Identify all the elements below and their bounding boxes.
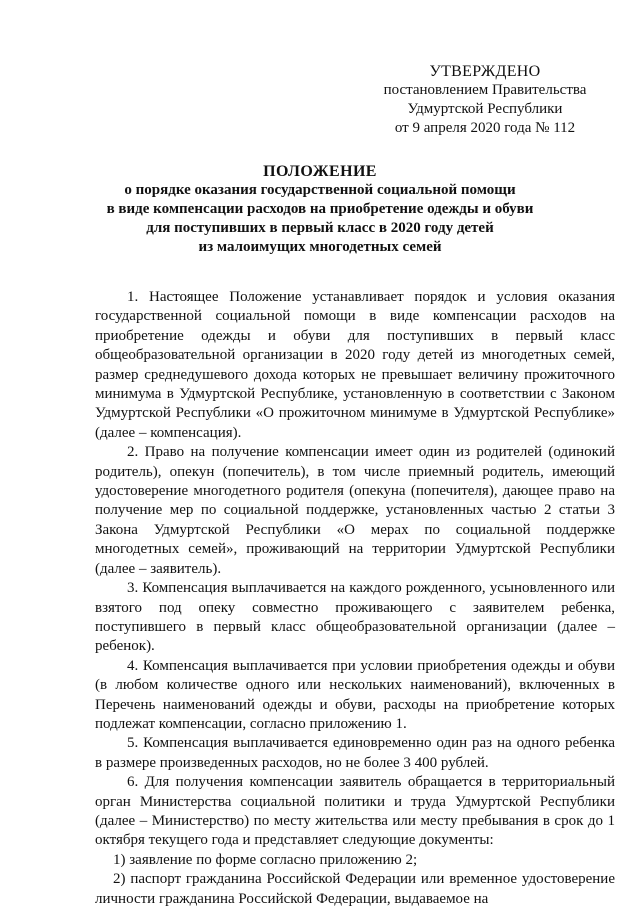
document-title-line-1: о порядке оказания государственной социальной помощи bbox=[124, 182, 516, 198]
list-item-2: 2) паспорт гражданина Российской Федерации или временное удостоверение личности гражданина Российской Федерации, выдаваемое на bbox=[95, 871, 615, 907]
document-title-line-2: в виде компенсации расходов на приобретение одежды и обуви bbox=[106, 201, 534, 217]
document-title-line-4: из малоимущих многодетных семей bbox=[198, 239, 442, 255]
approval-line-2: Удмуртской Республики bbox=[407, 101, 563, 117]
paragraph-2: 2. Право на получение компенсации имеет один из родителей (одинокий родитель), опекун (попечитель), в том числе приемный родитель, имеющий удостоверение многодетного родителя (опекуна (попечителя), дающее право на получение мер по социальной поддержке, установленных частью 2 статьи 3 Закона Удмуртской Республики «О мерах по социальной поддержке многодетных семей», проживающий на территории Удмуртской Республики (далее – заявитель). bbox=[95, 444, 615, 577]
paragraph-5: 5. Компенсация выплачивается единовременно один раз на одного ребенка в размере произведенных расходов, но не более 3 400 рублей. bbox=[95, 735, 615, 771]
document-title bbox=[60, 162, 580, 257]
paragraph-6: 6. Для получения компенсации заявитель обращается в территориальный орган Министерства социальной политики и труда Удмуртской Республики (далее – Министерство) по месту жительства или месту пребывания в срок до 1 октября текущего года и представляет следующие документы: bbox=[95, 774, 615, 849]
document-title-line-3: для поступивших в первый класс в 2020 году детей bbox=[146, 220, 494, 236]
paragraph-1: 1. Настоящее Положение устанавливает порядок и условия оказания государственной социальной помощи в виде компенсации расходов на приобретение одежды и обуви для поступивших в первый класс общеобразовательной организации в 2020 году детей из многодетных семей, размер среднедушевого дохода которых не превышает величину прожиточного минимума в Удмуртской Республике, установленную в соответствии с Законом Удмуртской Республики «О прожиточном минимуме в Удмуртской Республике» (далее – компенсация). bbox=[95, 289, 615, 441]
approval-title: УТВЕРЖДЕНО bbox=[429, 63, 541, 80]
paragraph-3: 3. Компенсация выплачивается на каждого рожденного, усыновленного или взятого под опеку совместно проживающего с заявителем ребенка, поступившего в первый класс общеобразовательной организации (далее – ребенок). bbox=[95, 580, 615, 655]
document-body bbox=[95, 288, 615, 909]
document-title-main: ПОЛОЖЕНИЕ bbox=[263, 163, 377, 180]
approval-line-1: постановлением Правительства bbox=[383, 82, 587, 98]
approval-line-3: от 9 апреля 2020 года № 112 bbox=[394, 120, 576, 136]
paragraph-4: 4. Компенсация выплачивается при условии приобретения одежды и обуви (в любом количестве одного или нескольких наименований), включенных в Перечень наименований одежды и обуви, расходы на приобретение которых подлежат компенсации, согласно приложению 1. bbox=[95, 657, 615, 732]
approval-stamp bbox=[360, 62, 610, 138]
list-item-1: 1) заявление по форме согласно приложению 2; bbox=[113, 851, 418, 868]
